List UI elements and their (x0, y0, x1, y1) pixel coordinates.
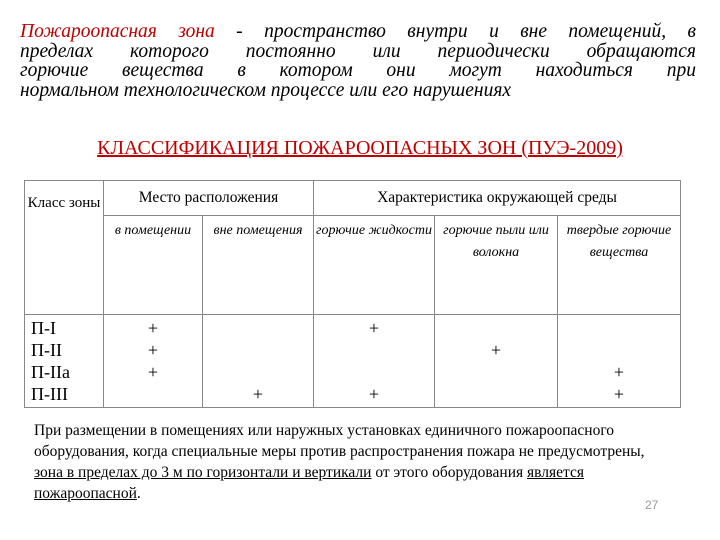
classification-table-wrap (24, 180, 681, 408)
subheader-outside: вне помещения (203, 216, 314, 315)
mark (435, 317, 557, 339)
classification-table (24, 180, 681, 408)
header-zone-class: Класс зоны (25, 181, 104, 315)
page-title: КЛАССИФИКАЦИЯ ПОЖАРООПАСНЫХ ЗОН (ПУЭ-2009) (97, 137, 623, 159)
mark (314, 361, 434, 383)
header-environment: Характеристика окружающей среды (314, 181, 681, 216)
definition-text (20, 22, 696, 100)
mark: + (613, 362, 625, 382)
mark: + (613, 384, 625, 404)
note-underlined-conclusion: является пожароопасной (34, 464, 584, 502)
definition-term: Пожароопасная зона (20, 21, 215, 42)
zone-label: П-IIа (31, 362, 70, 382)
mark (203, 361, 313, 383)
zone-label: П-III (31, 384, 68, 404)
definition-line-1-rest: - пространство внутри и вне помещений, в (214, 21, 697, 42)
mark: + (368, 384, 380, 404)
definition-line-3: горючие вещества в котором они могут находиться при (20, 60, 696, 81)
note-part-5: . (136, 485, 141, 502)
mark (558, 317, 680, 339)
mark: + (368, 318, 380, 338)
mark: + (147, 318, 159, 338)
mark (104, 383, 202, 405)
subheader-liquids: горючие жидкости (314, 216, 435, 315)
subheader-solids: твердые горючие вещества (558, 216, 681, 315)
marks-dust (435, 315, 558, 408)
marks-liquids (314, 315, 435, 408)
page-number: 27 (645, 498, 659, 512)
zone-list (25, 315, 104, 408)
note-underlined-zone: зона в пределах до 3 м по горизонтали и вертикали (34, 464, 372, 481)
zone-label: П-II (31, 340, 62, 360)
header-location: Место расположения (104, 181, 314, 216)
zone-label: П-I (31, 318, 56, 338)
definition-line-2: пределах которого постоянно или периодически обращаются (20, 40, 696, 62)
mark: + (147, 362, 159, 382)
mark (435, 361, 557, 383)
mark: + (252, 384, 264, 404)
mark (314, 339, 434, 361)
subheader-inside: в помещении (104, 216, 203, 315)
mark (435, 383, 557, 405)
marks-solids (558, 315, 681, 408)
marks-inside (104, 315, 203, 408)
mark (203, 317, 313, 339)
mark (558, 339, 680, 361)
subheader-dust: горючие пыли или волокна (435, 216, 558, 315)
definition-line-4: нормальном технологическом процессе или его нарушениях (20, 79, 512, 101)
mark: + (147, 340, 159, 360)
mark (203, 339, 313, 361)
note-part-1: При размещении в помещениях или наружных установках единичного пожароопасного оборудования, когда специальные меры против распространения пожара не предусмотрены, (34, 422, 645, 460)
note-part-3: от этого оборудования (371, 464, 528, 481)
marks-outside (203, 315, 314, 408)
definition-line-1 (20, 22, 696, 42)
footnote-text (34, 420, 666, 504)
mark: + (490, 340, 502, 360)
